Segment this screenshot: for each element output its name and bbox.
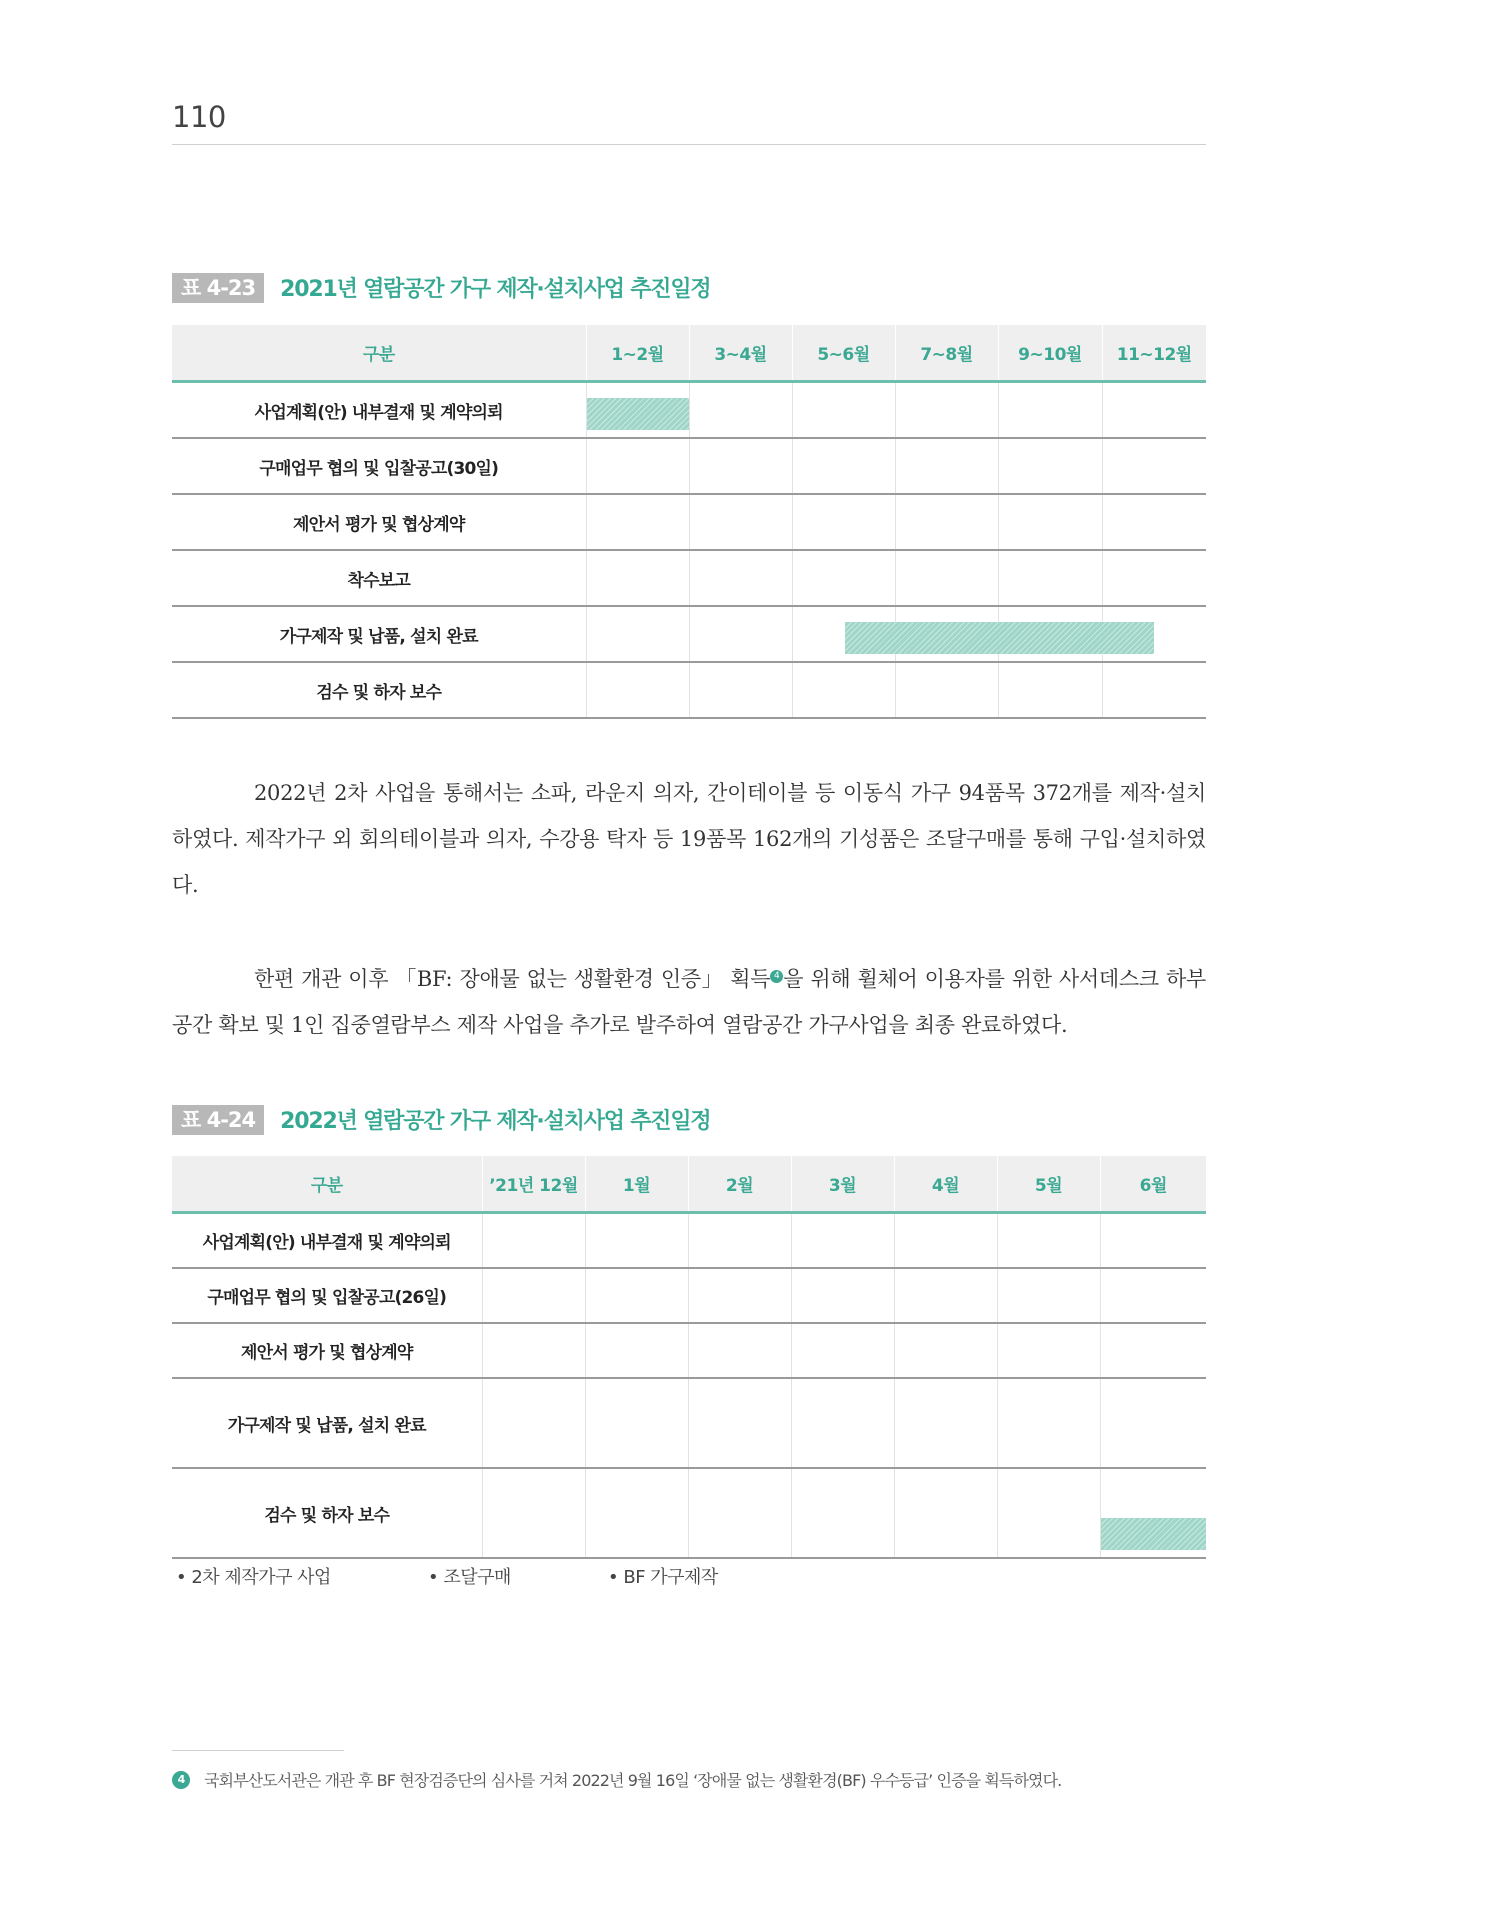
schedule-cell [689, 550, 792, 606]
schedule-cell [482, 1378, 585, 1468]
schedule-cell [791, 1268, 894, 1323]
schedule-cell [997, 1468, 1100, 1558]
table-row [172, 550, 1206, 606]
schedule-cell [1102, 494, 1206, 550]
schedule-cell [791, 1378, 894, 1468]
header-month: 9~10월 [998, 325, 1102, 382]
table-row [172, 494, 1206, 550]
schedule-cell [894, 1323, 997, 1378]
schedule-cell [998, 550, 1102, 606]
schedule-cell [792, 662, 895, 718]
row-label: 구매업무 협의 및 입찰공고(26일) [172, 1268, 482, 1323]
schedule-cell [1100, 1213, 1206, 1269]
schedule-cell [895, 494, 998, 550]
header-category: 구분 [172, 325, 586, 382]
schedule-cell [585, 1268, 688, 1323]
row-label: 검수 및 하자 보수 [172, 662, 586, 718]
legend-item: • BF 가구제작 [608, 1567, 718, 1588]
schedule-cell [894, 1213, 997, 1269]
schedule-cell [688, 1213, 791, 1269]
schedule-cell [894, 1378, 997, 1468]
schedule-cell [689, 494, 792, 550]
header-month: 1~2월 [586, 325, 689, 382]
schedule-cell [586, 438, 689, 494]
legend-item: • 조달구매 [428, 1567, 511, 1588]
legend-item: • 2차 제작가구 사업 [176, 1567, 331, 1588]
schedule-cell [895, 382, 998, 439]
schedule-table-2022 [172, 1156, 1206, 1559]
schedule-cell [998, 662, 1102, 718]
body-paragraph: 2022년 2차 사업을 통해서는 소파, 라운지 의자, 간이테이블 등 이동식 가구 94품목 372개를 제작·설치하였다. 제작가구 외 회의테이블과 의자, 수강용 탁자 등 19품목 162개의 기성품은 조달구매를 통해 구입·설치하였다. [172, 781, 1206, 897]
row-label: 가구제작 및 납품, 설치 완료 [172, 1378, 482, 1468]
schedule-cell [689, 606, 792, 662]
header-month: 5월 [997, 1156, 1100, 1213]
table-row [172, 382, 1206, 439]
schedule-bar [845, 622, 1155, 654]
schedule-cell [895, 550, 998, 606]
schedule-cell [997, 1378, 1100, 1468]
schedule-cell [894, 1268, 997, 1323]
schedule-cell [482, 1323, 585, 1378]
schedule-cell [689, 438, 792, 494]
paragraph-text: 한편 개관 이후 「BF: 장애물 없는 생활환경 인증」 획득 [254, 967, 771, 991]
schedule-cell [586, 606, 689, 662]
footnote-reference: 4 [770, 970, 783, 983]
schedule-cell [1100, 1323, 1206, 1378]
schedule-cell [688, 1468, 791, 1558]
table-row [172, 1213, 1206, 1269]
table1-number: 표 4-23 [172, 273, 264, 303]
table-row [172, 1378, 1206, 1468]
row-label: 사업계획(안) 내부결재 및 계약의뢰 [172, 382, 586, 439]
schedule-cell [586, 494, 689, 550]
schedule-cell [997, 1213, 1100, 1269]
schedule-cell [791, 1213, 894, 1269]
header-rule [172, 144, 1206, 145]
header-month: 1월 [585, 1156, 688, 1213]
footnote-number: 4 [172, 1771, 190, 1789]
schedule-cell [688, 1378, 791, 1468]
schedule-cell [688, 1323, 791, 1378]
table1-title: 2021년 열람공간 가구 제작·설치사업 추진일정 [280, 277, 711, 302]
table-row [172, 1468, 1206, 1558]
schedule-cell [997, 1323, 1100, 1378]
schedule-bar [1101, 1518, 1206, 1550]
schedule-cell [792, 550, 895, 606]
row-label: 제안서 평가 및 협상계약 [172, 494, 586, 550]
schedule-cell [791, 1468, 894, 1558]
schedule-cell [791, 1323, 894, 1378]
header-month: 3~4월 [689, 325, 792, 382]
schedule-cell [792, 382, 895, 439]
schedule-cell [482, 1468, 585, 1558]
table-row [172, 662, 1206, 718]
row-label: 착수보고 [172, 550, 586, 606]
schedule-cell [792, 494, 895, 550]
schedule-cell [895, 662, 998, 718]
row-label: 제안서 평가 및 협상계약 [172, 1323, 482, 1378]
schedule-cell [585, 1468, 688, 1558]
row-label: 구매업무 협의 및 입찰공고(30일) [172, 438, 586, 494]
header-month: 7~8월 [895, 325, 998, 382]
header-category: 구분 [172, 1156, 482, 1213]
schedule-cell [998, 438, 1102, 494]
schedule-cell [1102, 550, 1206, 606]
header-month: 3월 [791, 1156, 894, 1213]
paragraph-text: 을 위해 휠체어 이용자를 위한 사서데스크 하부 공간 확보 및 1인 집중열람부스 제작 사업을 추가로 발주하여 열람공간 가구사업을 최종 완료하였다. [172, 967, 1206, 1037]
row-label: 검수 및 하자 보수 [172, 1468, 482, 1558]
table-row [172, 1323, 1206, 1378]
schedule-cell [586, 662, 689, 718]
footnote-rule [172, 1750, 344, 1751]
header-month: 11~12월 [1102, 325, 1206, 382]
schedule-cell [689, 382, 792, 439]
schedule-cell [1102, 382, 1206, 439]
page-number: 110 [172, 100, 226, 134]
schedule-cell [998, 382, 1102, 439]
schedule-cell [1100, 1378, 1206, 1468]
schedule-cell [585, 1323, 688, 1378]
schedule-table-2021 [172, 325, 1206, 719]
body-paragraph [172, 956, 1206, 1048]
schedule-cell [688, 1268, 791, 1323]
schedule-cell [482, 1213, 585, 1269]
footnote [172, 1768, 1061, 1791]
schedule-cell [998, 494, 1102, 550]
footnote-text: 국회부산도서관은 개관 후 BF 현장검증단의 심사를 거쳐 2022년 9월 16일 ‘장애물 없는 생활환경(BF) 우수등급’ 인증을 획득하였다. [204, 1771, 1062, 1790]
header-month: 6월 [1100, 1156, 1206, 1213]
row-label: 가구제작 및 납품, 설치 완료 [172, 606, 586, 662]
header-month: ’21년 12월 [482, 1156, 585, 1213]
header-month: 5~6월 [792, 325, 895, 382]
row-label: 사업계획(안) 내부결재 및 계약의뢰 [172, 1213, 482, 1269]
header-month: 4월 [894, 1156, 997, 1213]
schedule-cell [1102, 438, 1206, 494]
table-row [172, 1268, 1206, 1323]
schedule-bar [587, 398, 689, 430]
schedule-cell [585, 1378, 688, 1468]
schedule-cell [585, 1213, 688, 1269]
schedule-cell [792, 438, 895, 494]
schedule-cell [997, 1268, 1100, 1323]
schedule-cell [1102, 662, 1206, 718]
schedule-cell [1100, 1268, 1206, 1323]
schedule-cell [894, 1468, 997, 1558]
table2-caption [172, 1104, 710, 1135]
schedule-cell [689, 662, 792, 718]
table-row [172, 438, 1206, 494]
table1-caption [172, 272, 710, 303]
table2-number: 표 4-24 [172, 1105, 264, 1135]
table2-title: 2022년 열람공간 가구 제작·설치사업 추진일정 [280, 1109, 711, 1134]
schedule-cell [895, 438, 998, 494]
header-month: 2월 [688, 1156, 791, 1213]
schedule-cell [586, 550, 689, 606]
schedule-cell [482, 1268, 585, 1323]
